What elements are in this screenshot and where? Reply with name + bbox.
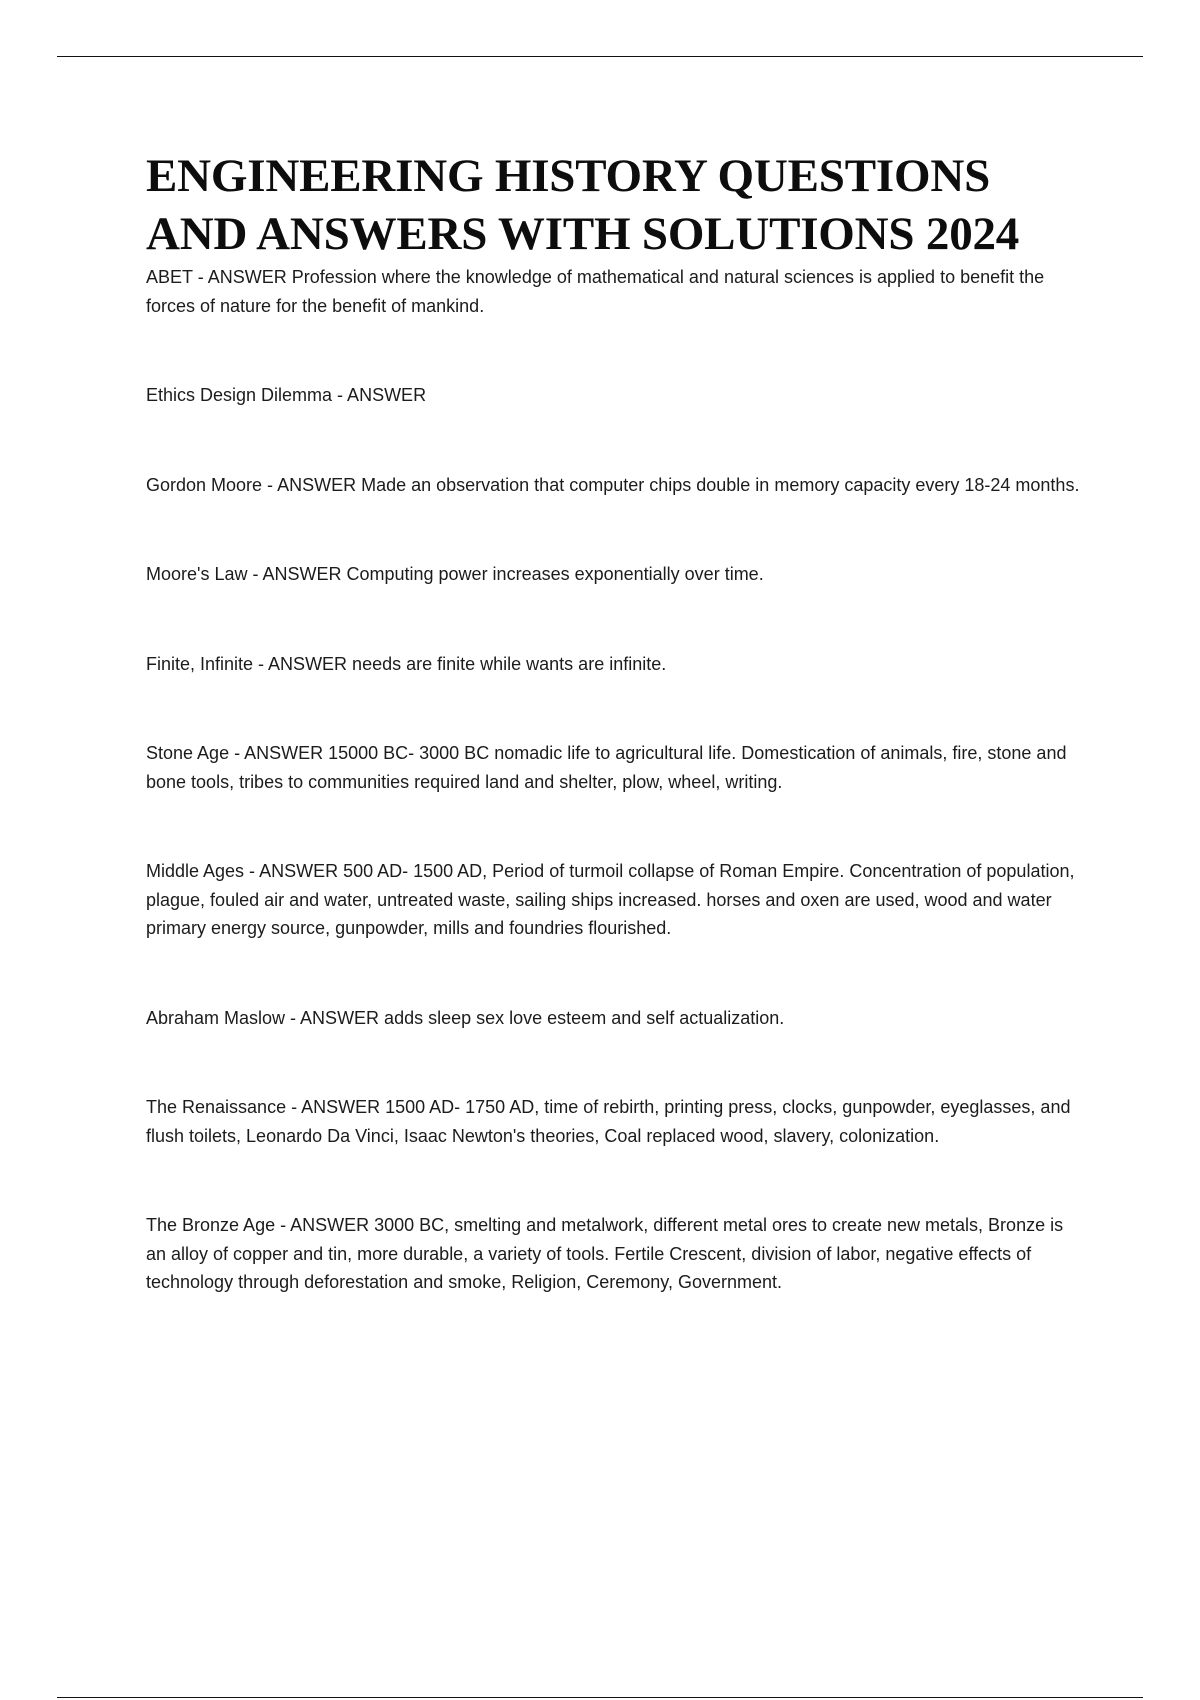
qa-entry-bronze-age: The Bronze Age - ANSWER 3000 BC, smelting and metalwork, different metal ores to create new metals, Bronze is an alloy of copper and tin, more durable, a variety of tools. Fertile Crescent, division of labor, negative effects of technology through deforestation and smoke, Religion, Ceremony, Government. bbox=[146, 1215, 1064, 1292]
header-rule bbox=[57, 56, 1143, 57]
qa-entry-finite-infinite: Finite, Infinite - ANSWER needs are finite while wants are infinite. bbox=[146, 653, 667, 674]
qa-entry-ethics-design-dilemma: Ethics Design Dilemma - ANSWER bbox=[146, 385, 427, 405]
document-title: ENGINEERING HISTORY QUESTIONS AND ANSWERS WITH SOLUTIONS 2024 bbox=[146, 150, 1020, 260]
qa-list bbox=[146, 263, 1086, 1297]
footer-rule bbox=[57, 1697, 1143, 1698]
qa-entry-middle-ages: Middle Ages - ANSWER 500 AD- 1500 AD, Period of turmoil collapse of Roman Empire. Concentration of population, plague, fouled air and water, untreated waste, sailing ships increased. horses and oxen are used, wood and water primary energy source, gunpowder, mills and foundries flourished. bbox=[146, 861, 1075, 938]
document-body bbox=[146, 147, 1086, 1297]
qa-entry-gordon-moore: Gordon Moore - ANSWER Made an observation that computer chips double in memory capacity every 18-24 months. bbox=[146, 474, 1080, 495]
qa-entry-abraham-maslow: Abraham Maslow - ANSWER adds sleep sex love esteem and self actualization. bbox=[146, 1007, 785, 1028]
qa-entry-moores-law: Moore's Law - ANSWER Computing power increases exponentially over time. bbox=[146, 564, 764, 584]
qa-entry-renaissance: The Renaissance - ANSWER 1500 AD- 1750 AD, time of rebirth, printing press, clocks, gunpowder, eyeglasses, and flush toilets, Leonardo Da Vinci, Isaac Newton's theories, Coal replaced wood, slavery, colonization. bbox=[146, 1097, 1071, 1146]
qa-entry-abet: ABET - ANSWER Profession where the knowledge of mathematical and natural sciences is applied to benefit the forces of nature for the benefit of mankind. bbox=[146, 267, 1045, 316]
qa-entry-stone-age: Stone Age - ANSWER 15000 BC- 3000 BC nomadic life to agricultural life. Domestication of animals, fire, stone and bone tools, tribes to communities required land and shelter, plow, wheel, writing. bbox=[146, 743, 1067, 792]
